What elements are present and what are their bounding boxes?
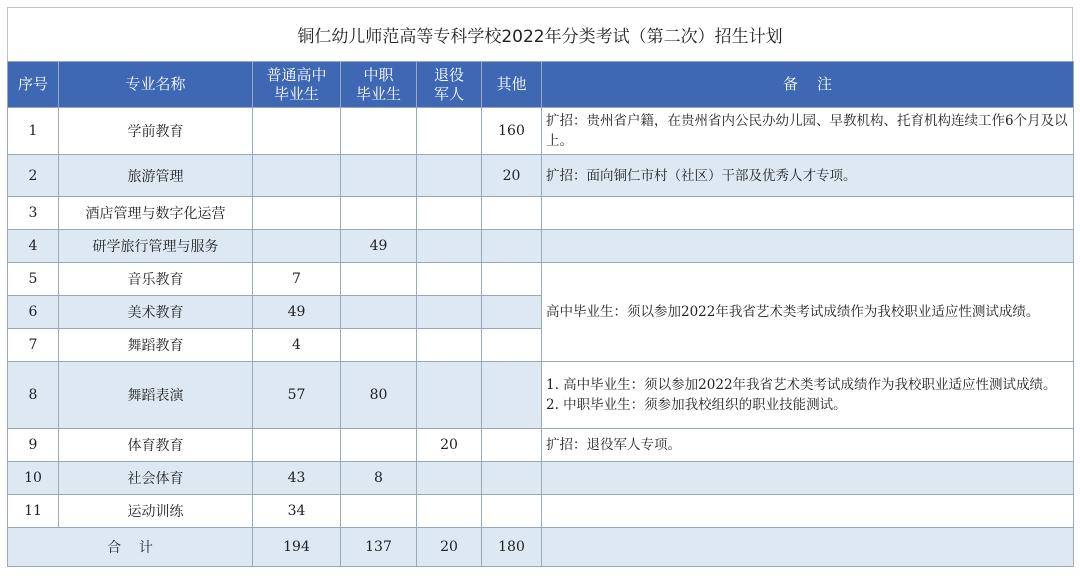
table-row	[8, 155, 1074, 197]
note-line: 2. 中职毕业生：须参加我校组织的职业技能测试。	[546, 397, 847, 413]
header-vocational-line2: 毕业生	[355, 84, 401, 103]
cell-veteran	[417, 296, 482, 329]
cell-major: 音乐教育	[59, 263, 253, 296]
table-row	[8, 462, 1074, 495]
cell-note: 扩招：退役军人专项。	[542, 429, 1074, 462]
cell-other	[482, 362, 542, 429]
cell-major: 研学旅行管理与服务	[59, 230, 253, 263]
cell-seq: 3	[8, 197, 59, 230]
cell-note: 扩招：贵州省户籍，在贵州省内公民办幼儿园、早教机构、托育机构连续工作6个月及以上。	[542, 108, 1074, 155]
cell-veteran	[417, 263, 482, 296]
header-highschool	[253, 62, 341, 108]
cell-note	[542, 362, 1074, 429]
cell-highschool: 49	[253, 296, 341, 329]
cell-note	[542, 230, 1074, 263]
header-veteran-line2: 军人	[433, 84, 464, 103]
cell-other: 160	[482, 108, 542, 155]
cell-other	[482, 230, 542, 263]
cell-major: 美术教育	[59, 296, 253, 329]
header-note: 备 注	[542, 62, 1074, 108]
cell-highschool	[253, 155, 341, 197]
cell-major: 旅游管理	[59, 155, 253, 197]
cell-veteran	[417, 155, 482, 197]
cell-seq: 8	[8, 362, 59, 429]
cell-seq: 5	[8, 263, 59, 296]
page-title: 铜仁幼儿师范高等专科学校2022年分类考试（第二次）招生计划	[7, 7, 1073, 61]
cell-other	[482, 429, 542, 462]
cell-veteran	[417, 230, 482, 263]
cell-seq: 6	[8, 296, 59, 329]
cell-note-merged: 高中毕业生：须以参加2022年我省艺术类考试成绩作为我校职业适应性测试成绩。	[542, 263, 1074, 362]
header-vocational	[341, 62, 417, 108]
cell-seq: 11	[8, 495, 59, 528]
enrollment-table	[7, 61, 1074, 567]
table-header-row	[8, 62, 1074, 108]
cell-seq: 1	[8, 108, 59, 155]
header-highschool-line2: 毕业生	[273, 84, 319, 103]
header-other: 其他	[482, 62, 542, 108]
cell-highschool: 34	[253, 495, 341, 528]
header-veteran-line1: 退役	[433, 65, 464, 84]
cell-major: 学前教育	[59, 108, 253, 155]
cell-seq: 2	[8, 155, 59, 197]
cell-other	[482, 197, 542, 230]
table-row	[8, 197, 1074, 230]
cell-vocational: 80	[341, 362, 417, 429]
cell-highschool	[253, 230, 341, 263]
cell-veteran	[417, 108, 482, 155]
cell-major: 社会体育	[59, 462, 253, 495]
cell-highschool: 43	[253, 462, 341, 495]
cell-veteran: 20	[417, 429, 482, 462]
header-vocational-line1: 中职	[363, 65, 394, 84]
cell-major: 体育教育	[59, 429, 253, 462]
cell-veteran	[417, 362, 482, 429]
cell-veteran	[417, 197, 482, 230]
cell-major: 舞蹈表演	[59, 362, 253, 429]
cell-vocational	[341, 108, 417, 155]
table-row	[8, 429, 1074, 462]
total-label: 合 计	[8, 528, 253, 567]
cell-highschool	[253, 429, 341, 462]
header-veteran	[417, 62, 482, 108]
cell-other: 20	[482, 155, 542, 197]
header-seq: 序号	[8, 62, 59, 108]
cell-note	[542, 495, 1074, 528]
table-row	[8, 108, 1074, 155]
cell-seq: 9	[8, 429, 59, 462]
cell-highschool	[253, 197, 341, 230]
cell-vocational: 8	[341, 462, 417, 495]
cell-vocational: 49	[341, 230, 417, 263]
total-vocational: 137	[341, 528, 417, 567]
header-highschool-line1: 普通高中	[266, 65, 327, 84]
header-major: 专业名称	[59, 62, 253, 108]
enrollment-plan	[7, 7, 1073, 567]
cell-vocational	[341, 429, 417, 462]
cell-vocational	[341, 155, 417, 197]
cell-other	[482, 495, 542, 528]
cell-highschool: 57	[253, 362, 341, 429]
cell-highschool: 4	[253, 329, 341, 362]
cell-note	[542, 197, 1074, 230]
cell-veteran	[417, 329, 482, 362]
table-row	[8, 495, 1074, 528]
cell-seq: 4	[8, 230, 59, 263]
total-note	[542, 528, 1074, 567]
table-row	[8, 362, 1074, 429]
total-other: 180	[482, 528, 542, 567]
cell-vocational	[341, 263, 417, 296]
cell-vocational	[341, 296, 417, 329]
total-veteran: 20	[417, 528, 482, 567]
table-row	[8, 263, 1074, 296]
cell-vocational	[341, 495, 417, 528]
table-row	[8, 230, 1074, 263]
cell-major: 运动训练	[59, 495, 253, 528]
cell-seq: 7	[8, 329, 59, 362]
total-highschool: 194	[253, 528, 341, 567]
cell-note	[542, 462, 1074, 495]
cell-veteran	[417, 462, 482, 495]
cell-veteran	[417, 495, 482, 528]
cell-major: 舞蹈教育	[59, 329, 253, 362]
cell-other	[482, 329, 542, 362]
cell-seq: 10	[8, 462, 59, 495]
cell-other	[482, 462, 542, 495]
cell-vocational	[341, 329, 417, 362]
cell-other	[482, 296, 542, 329]
cell-other	[482, 263, 542, 296]
note-line: 1. 高中毕业生：须以参加2022年我省艺术类考试成绩作为我校职业适应性测试成绩。	[546, 377, 1057, 393]
cell-highschool	[253, 108, 341, 155]
cell-note: 扩招：面向铜仁市村（社区）干部及优秀人才专项。	[542, 155, 1074, 197]
total-row	[8, 528, 1074, 567]
cell-highschool: 7	[253, 263, 341, 296]
cell-vocational	[341, 197, 417, 230]
cell-major: 酒店管理与数字化运营	[59, 197, 253, 230]
